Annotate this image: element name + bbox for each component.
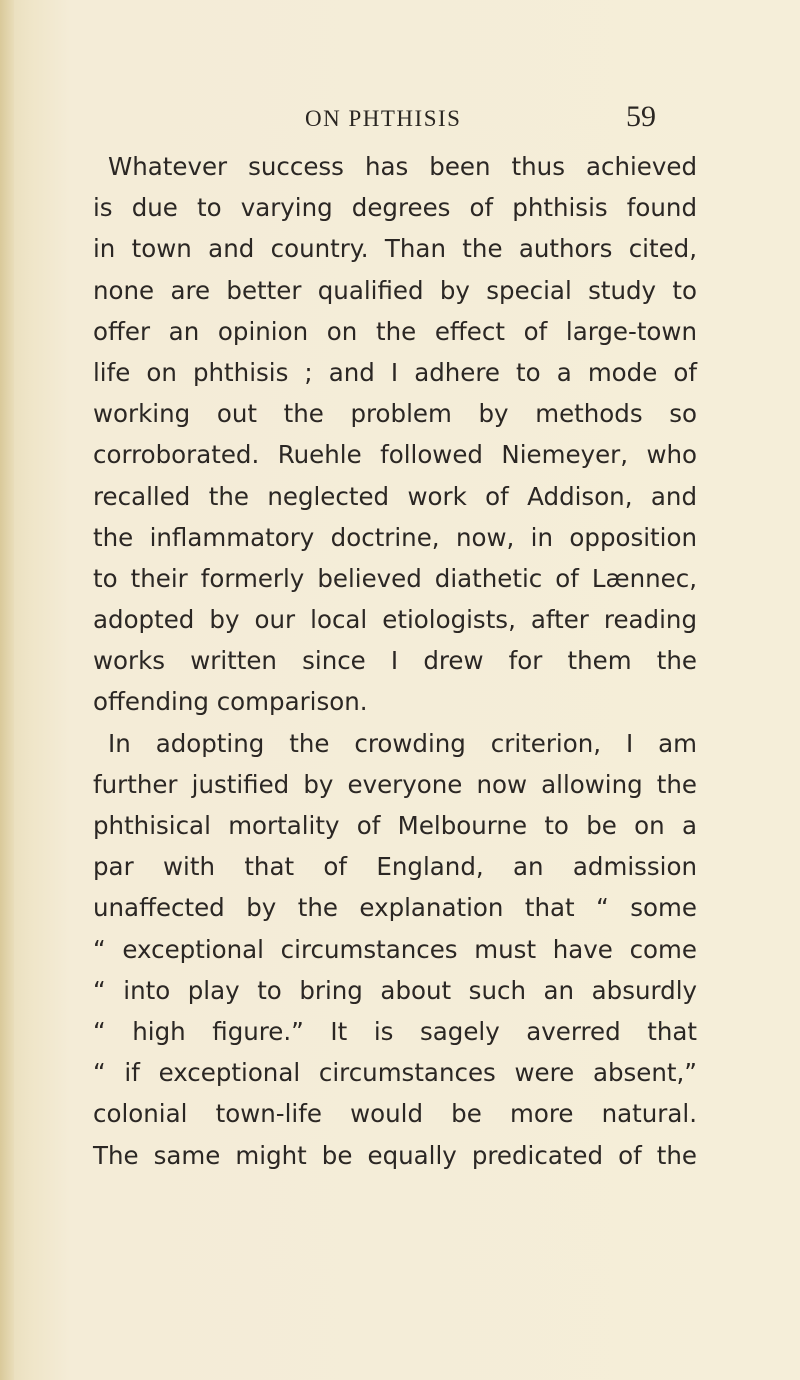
text-line: “ high figure.” It is sagely averred that	[93, 1016, 697, 1046]
running-head	[0, 100, 800, 140]
text-line: “ exceptional circumstances must have come	[93, 934, 697, 964]
text-line: in town and country. Than the authors cited,	[93, 234, 697, 264]
text-line: corroborated. Ruehle followed Niemeyer, who	[93, 440, 697, 470]
text-line: the inflammatory doctrine, now, in opposition	[93, 522, 697, 552]
text-line: phthisical mortality of Melbourne to be on a	[93, 811, 697, 840]
text-line: offending comparison.	[93, 687, 368, 717]
text-line: is due to varying degrees of phthisis found	[93, 193, 697, 223]
text-line: life on phthisis ; and I adhere to a mode of	[93, 357, 697, 387]
body-text	[93, 146, 697, 1176]
text-line: working out the problem by methods so	[93, 399, 697, 429]
page-edge-shadow	[0, 0, 14, 1380]
text-line: works written since I drew for them the	[93, 646, 697, 676]
text-line: offer an opinion on the effect of large-town	[93, 316, 697, 346]
text-line: Whatever success has been thus achieved	[108, 152, 697, 181]
text-line: none are better qualified by special study to	[93, 275, 697, 305]
text-line: par with that of England, an admission	[93, 852, 697, 882]
running-title: ON PHTHISIS	[305, 106, 462, 131]
text-line: In adopting the crowding criterion, I am	[108, 728, 697, 758]
text-line: The same might be equally predicated of the	[93, 1140, 697, 1170]
text-line: to their formerly believed diathetic of Lænnec,	[93, 563, 697, 593]
text-line: “ if exceptional circumstances were absent,”	[93, 1058, 697, 1088]
page-number: 59	[626, 100, 656, 133]
text-line: colonial town-life would be more natural.	[93, 1099, 697, 1129]
text-line: adopted by our local etiologists, after reading	[93, 605, 697, 635]
text-line: further justified by everyone now allowing the	[93, 769, 697, 799]
text-line: recalled the neglected work of Addison, and	[93, 481, 697, 511]
text-line: “ into play to bring about such an absurdly	[93, 975, 697, 1005]
text-line: unaffected by the explanation that “ some	[93, 893, 697, 923]
